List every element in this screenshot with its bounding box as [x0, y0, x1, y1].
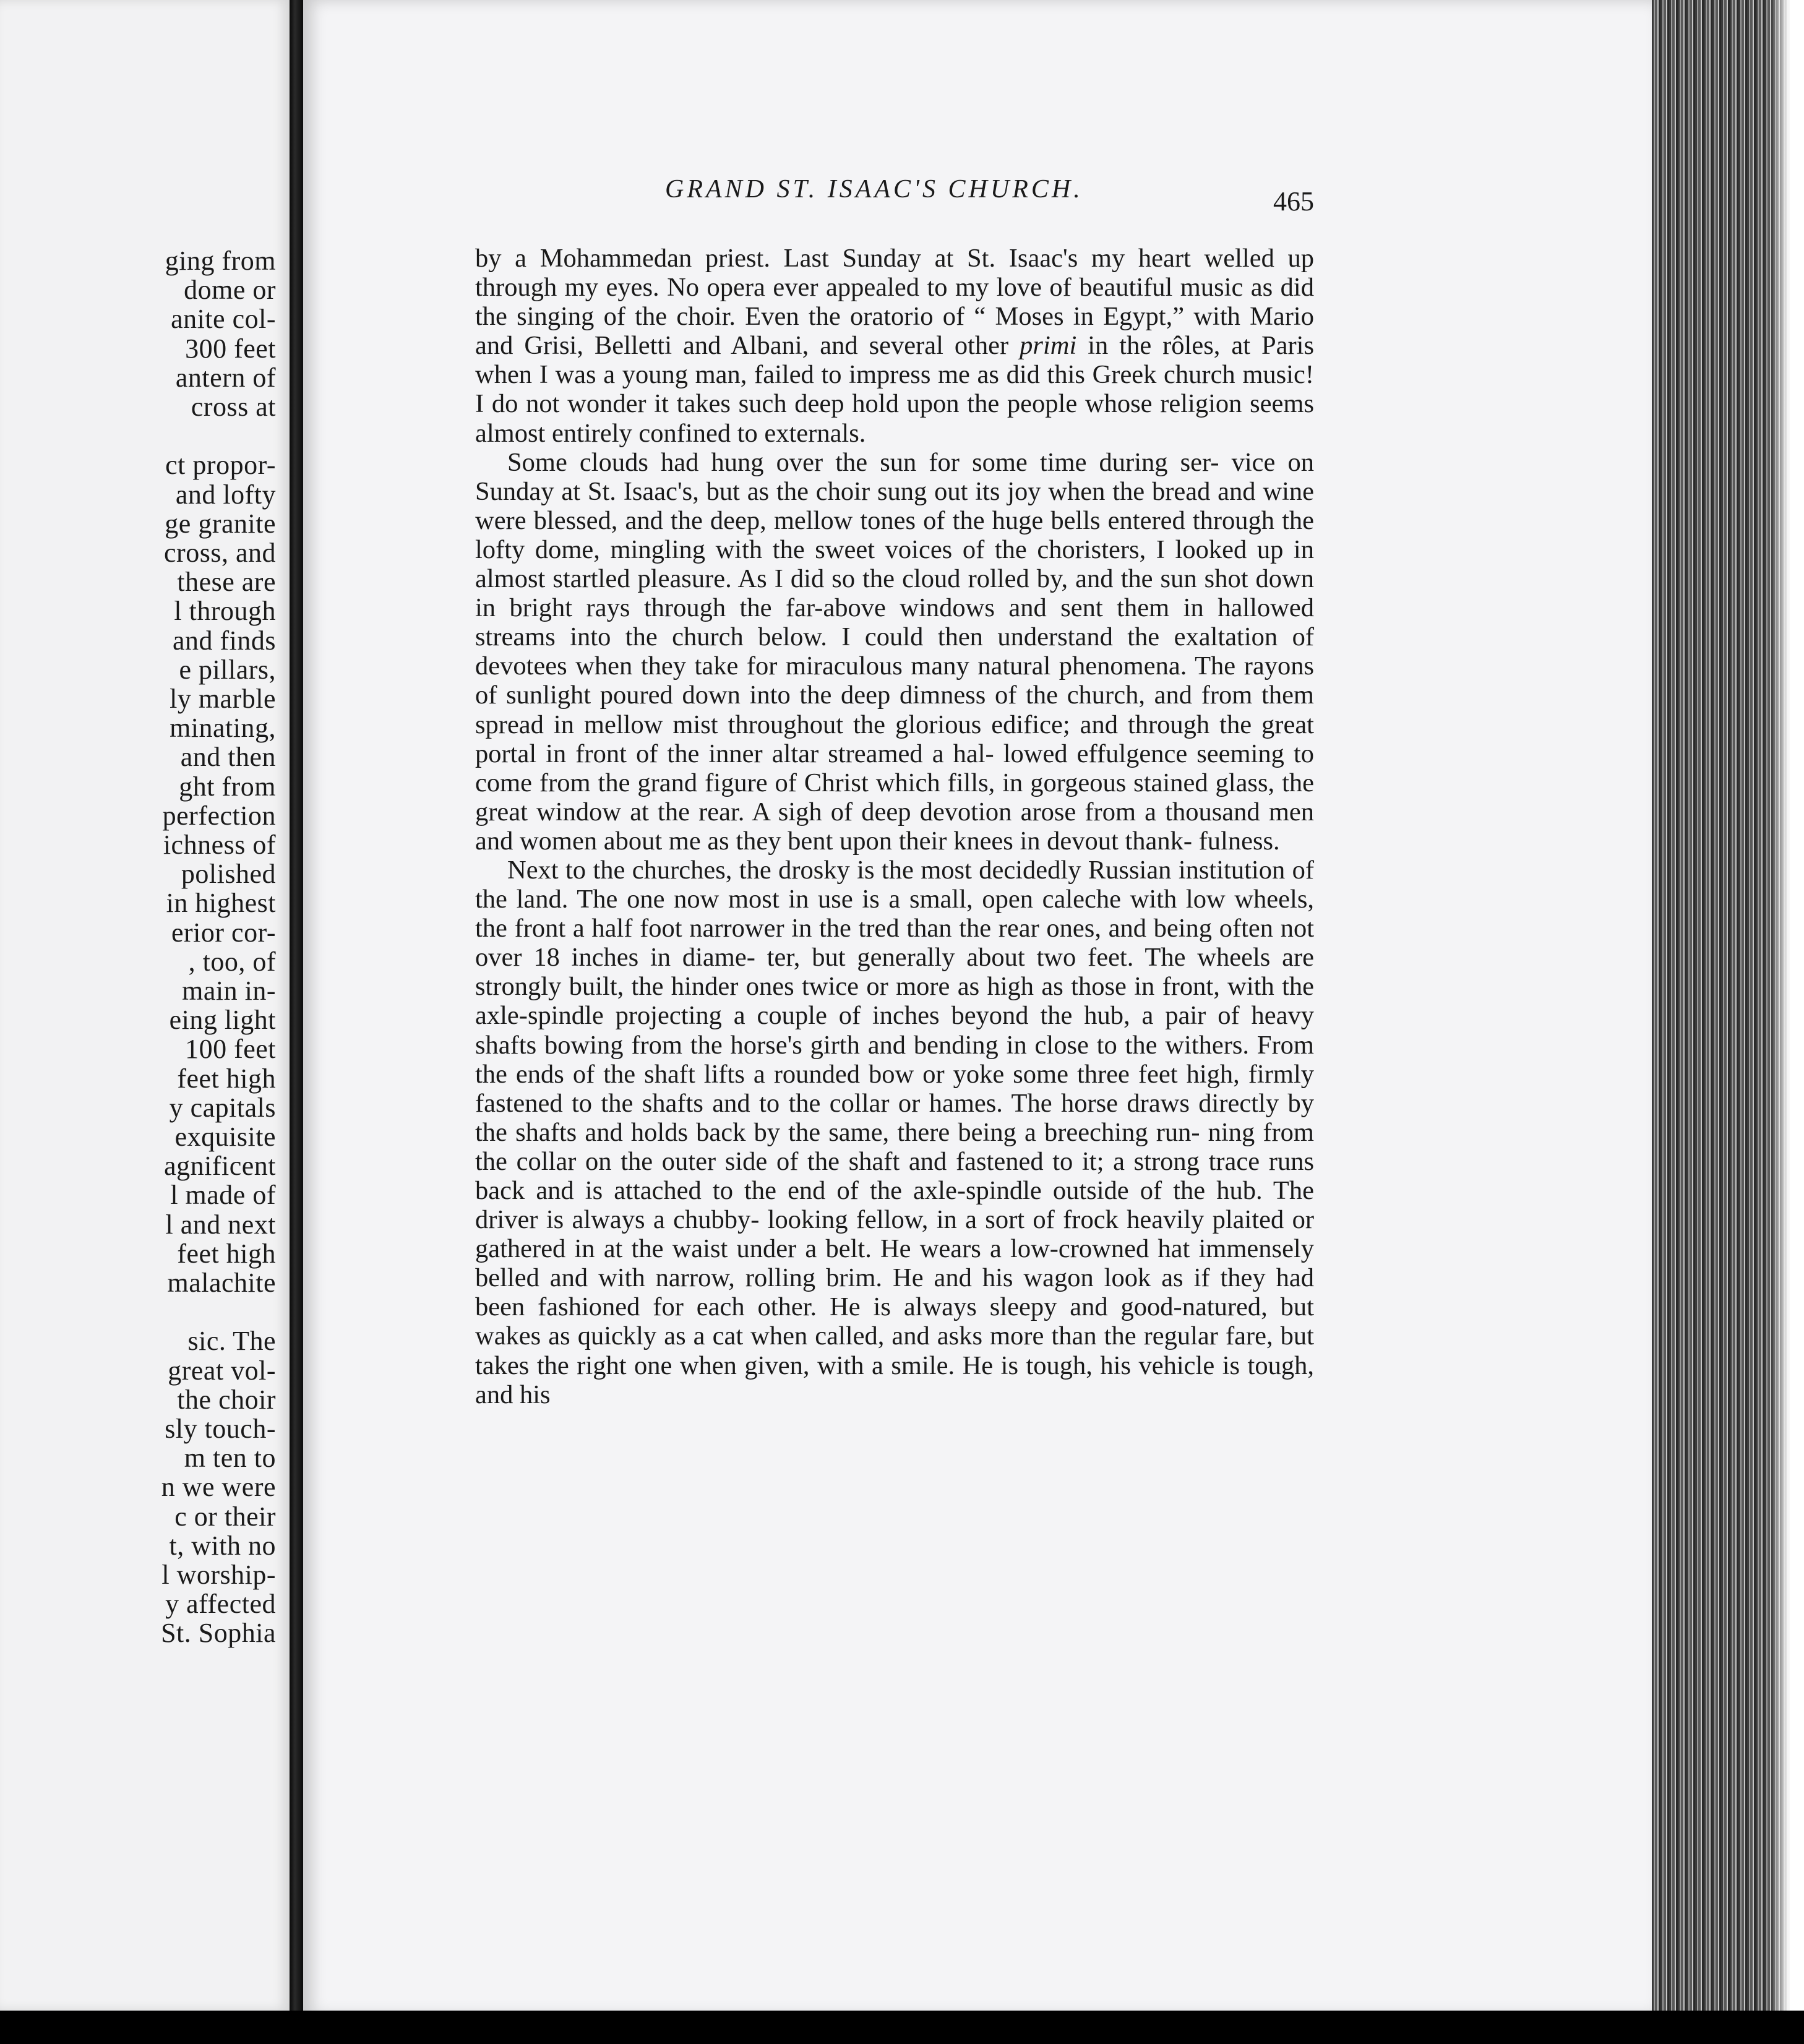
left-page-line: these are [177, 567, 276, 598]
left-page-line: t, with no [169, 1530, 276, 1561]
left-page-line: l made of [170, 1180, 276, 1211]
left-page-line: and lofty [175, 479, 276, 510]
left-page-line: , too, of [188, 946, 276, 977]
left-page-line: the choir [177, 1384, 276, 1415]
left-page-line: l worship- [161, 1560, 276, 1590]
left-page-line: antern of [175, 362, 276, 393]
left-page-line: malachite [167, 1268, 276, 1298]
left-page-line: 100 feet [185, 1034, 276, 1065]
left-page-line: and then [180, 742, 276, 773]
left-page-line: l and next [165, 1209, 276, 1240]
book-gutter [290, 0, 303, 2044]
page-edges-highlight [1769, 0, 1804, 2044]
left-page-line: exquisite [174, 1122, 276, 1152]
left-page-line: eing light [169, 1005, 276, 1036]
left-page-line: ct propor- [165, 450, 276, 481]
left-page-line: 300 feet [185, 333, 276, 364]
left-page-line: erior cor- [171, 917, 276, 948]
left-page-line: great vol- [168, 1355, 276, 1386]
left-page-line: anite col- [171, 304, 276, 335]
paragraph-1 [475, 244, 1314, 448]
left-page-line: l through [174, 596, 276, 627]
left-page-line: perfection [162, 800, 276, 831]
left-page-line: sic. The [187, 1326, 276, 1357]
left-page-line: y capitals [169, 1092, 276, 1123]
running-head: GRAND ST. ISAAC'S CHURCH. [665, 175, 1083, 204]
left-facing-page [0, 0, 290, 2011]
left-page-line: agnificent [164, 1151, 276, 1182]
left-page-line: feet high [177, 1063, 276, 1094]
italic-word: primi [1020, 331, 1077, 361]
left-page-line: n we were [161, 1472, 276, 1503]
paragraph-2: Some clouds had hung over the sun for some time during ser- vice on Sunday at St. Isaac's, but as the choir sung out its joy when the bread and wine were blessed, and the deep, mellow tones of the huge bells entered through the lofty dome, mingling with the sweet voices of the choristers, I looked up in almost startled pleasure. As I did so the cloud rolled by, and the sun shot down in bright rays through the far-above windows and sent them in hallowed streams into the church below. I could then understand the exaltation of devotees when they take for miraculous many natural phenomena. The rayons of sunlight poured down into the deep dimness of the church, and from them spread in mellow mist throughout the glorious edifice; and through the great portal in front of the inner altar streamed a hal- lowed effulgence seeming to come from the grand figure of Christ which fills, in gorgeous stained glass, the great window at the rear. A sigh of deep devotion arose from a thousand men and women about me as they bent upon their knees in devout thank- fulness. [475, 447, 1314, 856]
left-page-line: m ten to [184, 1443, 276, 1474]
left-page-line: ichness of [163, 830, 276, 860]
left-page-line: feet high [177, 1238, 276, 1269]
left-page-line: y affected [165, 1589, 276, 1620]
left-page-line: cross, and [164, 538, 276, 568]
left-page-line: ght from [179, 771, 276, 802]
left-page-line: St. Sophia [161, 1618, 276, 1649]
left-page-line: in highest [166, 888, 276, 919]
paragraph-1-text: by a Mohammedan priest. Last Sunday at St. Isaac's my heart welled up through my eyes. No opera ever appealed to my love of beautiful music as did the singing of the choir. Even the oratorio of “ Moses in Egypt,” with Mario and Grisi, Belletti and Albani, and several other [475, 244, 1314, 361]
paragraph-1-end: in the rôles, at Paris when I was a young man, failed to impress me as did this Greek church music! I do not wonder it takes such deep hold upon the people whose religion seems almost entirely confined to externals. [475, 331, 1314, 448]
left-page-line: e pillars, [179, 654, 276, 685]
left-page-line: ly marble [170, 684, 276, 714]
left-page-line: ge granite [165, 508, 276, 539]
left-page-line: and finds [172, 625, 276, 656]
left-page-line: cross at [191, 392, 276, 422]
body-text [475, 244, 1314, 1409]
left-page-line: dome or [184, 275, 276, 306]
left-page-line: minating, [170, 713, 276, 744]
bottom-shadow [0, 2011, 1804, 2044]
left-page-line: main in- [182, 976, 276, 1006]
left-page-line: ging from [165, 246, 276, 276]
page-number: 465 [1273, 186, 1314, 217]
left-page-line: polished [181, 859, 276, 890]
left-page-line: c or their [174, 1501, 276, 1532]
left-page-line: sly touch- [165, 1414, 276, 1444]
paragraph-3: Next to the churches, the drosky is the most decidedly Russian institution of the land. The one now most in use is a small, open caleche with low wheels, the front a half foot narrower in the tred than the rear ones, and being often not over 18 inches in diame- ter, but generally about two feet. The wheels are strongly built, the hinder ones twice or more as high as those in front, with the axle-spindle projecting a couple of inches beyond the hub, a pair of heavy shafts bowing from the horse's girth and bending in close to the withers. From the ends of the shaft lifts a rounded bow or yoke some three feet high, firmly fastened to the shafts and to the collar or hames. The horse draws directly by the shafts and holds back by the same, there being a breeching run- ning from the collar on the outer side of the shaft and fastened to it; a strong trace runs back and is attached to the end of the axle-spindle outside of the hub. The driver is always a chubby- looking fellow, in a sort of frock heavily plaited or gathered in at the waist under a belt. He wears a low-crowned hat immensely belled and with narrow, rolling brim. He and his wagon look as if they had been fashioned for each other. He is always sleepy and good-natured, but wakes as quickly as a cat when called, and asks more than the regular fare, but takes the right one when given, with a smile. He is tough, his vehicle is tough, and his [475, 855, 1314, 1409]
